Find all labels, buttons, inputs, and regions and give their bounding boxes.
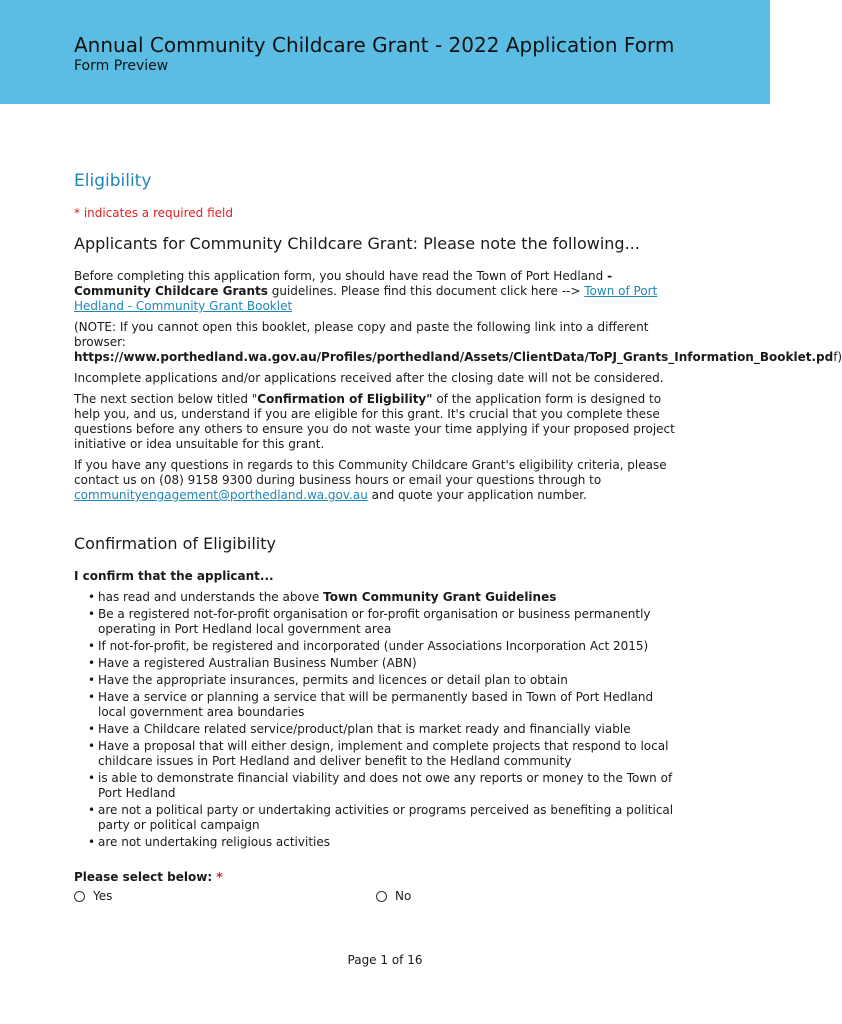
radio-circle-icon[interactable] <box>376 891 387 902</box>
radio-yes-label: Yes <box>93 889 113 903</box>
intro-paragraph-5 <box>74 458 684 503</box>
form-header <box>0 0 770 104</box>
intro-paragraph-2 <box>74 320 842 365</box>
text: and quote your application number. <box>367 488 587 502</box>
bullet: • <box>88 690 96 704</box>
text: Have the appropriate insurances, permits and licences or detail plan to obtain <box>98 673 568 687</box>
list-item <box>88 835 684 850</box>
form-subtitle: Form Preview <box>74 58 169 74</box>
bullet: • <box>88 803 96 817</box>
text: are not a political party or undertaking activities or programs perceived as benefiting a political party or political campaign <box>98 803 674 832</box>
list-item <box>88 656 684 671</box>
text: Please select below: <box>74 870 217 884</box>
bullet: • <box>88 771 96 785</box>
text: (NOTE: If you cannot open this booklet, please copy and paste the following link into a different browser: <box>74 320 649 349</box>
text: Be a registered not-for-profit organisation or for-profit organisation or business permanently operating in Port Hedland local government area <box>98 607 651 636</box>
text: Have a service or planning a service that will be permanently based in Town of Port Hedland local government area boundaries <box>98 690 654 719</box>
radio-circle-icon[interactable] <box>74 891 85 902</box>
list-item <box>88 607 684 637</box>
text: If you have any questions in regards to this Community Childcare Grant's eligibility criteria, please contact us on (08) 9158 9300 during business hours or email your questions through to <box>74 458 667 487</box>
intro-paragraph-3: Incomplete applications and/or applications received after the closing date will not be considered. <box>74 371 664 385</box>
radio-yes[interactable] <box>74 889 376 904</box>
text: Have a Childcare related service/product/plan that is market ready and financially viable <box>98 722 631 736</box>
list-item <box>88 739 684 769</box>
text: is able to demonstrate financial viability and does not owe any reports or money to the Town of Port Hedland <box>98 771 673 800</box>
list-item <box>88 722 684 737</box>
text-bold: - Community Childcare Grants <box>74 269 613 298</box>
bullet: • <box>88 673 96 687</box>
bullet: • <box>88 639 96 653</box>
page-number: Page 1 of 16 <box>347 953 423 967</box>
bullet: • <box>88 835 96 849</box>
list-item <box>88 690 684 720</box>
form-title: Annual Community Childcare Grant - 2022 Application Form <box>74 33 675 57</box>
bullet: • <box>88 607 96 621</box>
booklet-url: https://www.porthedland.wa.gov.au/Profiles/porthedland/Assets/ClientData/ToPJ_Grants_Information_Booklet.pd <box>74 350 834 364</box>
bullet: • <box>88 739 96 753</box>
text: guidelines. Please find this document click here --> <box>267 284 585 298</box>
intro-paragraph-1 <box>74 269 684 314</box>
bullet: • <box>88 722 96 736</box>
select-label <box>74 870 684 885</box>
list-item <box>88 639 684 654</box>
text: of the application form is designed to help you, and us, understand if you are eligible for this grant. It's crucial that you complete these questions before any others to ensure you do not waste your time applying if your proposed project initiative or idea unsuitable for this grant. <box>74 392 675 451</box>
intro-paragraph-4 <box>74 392 684 452</box>
bullet: • <box>88 590 96 604</box>
bullet: • <box>88 656 96 670</box>
text-bold: Town Community Grant Guidelines <box>323 590 557 604</box>
list-item <box>88 771 684 801</box>
email-link[interactable]: communityengagement@porthedland.wa.gov.au <box>74 488 368 502</box>
required-note: * indicates a required field <box>74 206 233 220</box>
text: Before completing this application form, you should have read the Town of Port Hedland <box>74 269 608 283</box>
list-item <box>88 590 684 605</box>
form-content <box>74 170 842 904</box>
radio-no[interactable] <box>376 889 411 904</box>
confirmation-heading: Confirmation of Eligibility <box>74 534 276 553</box>
confirmation-lead: I confirm that the applicant... <box>74 569 274 583</box>
required-star: * <box>216 870 223 884</box>
text: The next section below titled " <box>74 392 258 406</box>
list-item <box>88 803 684 833</box>
intro-heading: Applicants for Community Childcare Grant: Please note the following... <box>74 234 640 253</box>
radio-no-label: No <box>395 889 412 903</box>
section-title: Eligibility <box>74 171 152 191</box>
eligibility-radio-group <box>74 889 684 904</box>
text: are not undertaking religious activities <box>98 835 330 849</box>
text: Have a registered Australian Business Number (ABN) <box>98 656 417 670</box>
eligibility-criteria-list <box>74 590 684 850</box>
text-bold: Confirmation of Eligbility" <box>257 392 433 406</box>
text: Have a proposal that will either design, implement and complete projects that respond to local childcare issues in Port Hedland and deliver benefit to the Hedland community <box>98 739 669 768</box>
text: f) <box>833 350 842 364</box>
list-item <box>88 673 684 688</box>
text: has read and understands the above <box>98 590 324 604</box>
booklet-link[interactable]: Town of Port Hedland - Community Grant Booklet <box>74 284 658 313</box>
text: If not-for-profit, be registered and incorporated (under Associations Incorporation Act 2015) <box>98 639 649 653</box>
